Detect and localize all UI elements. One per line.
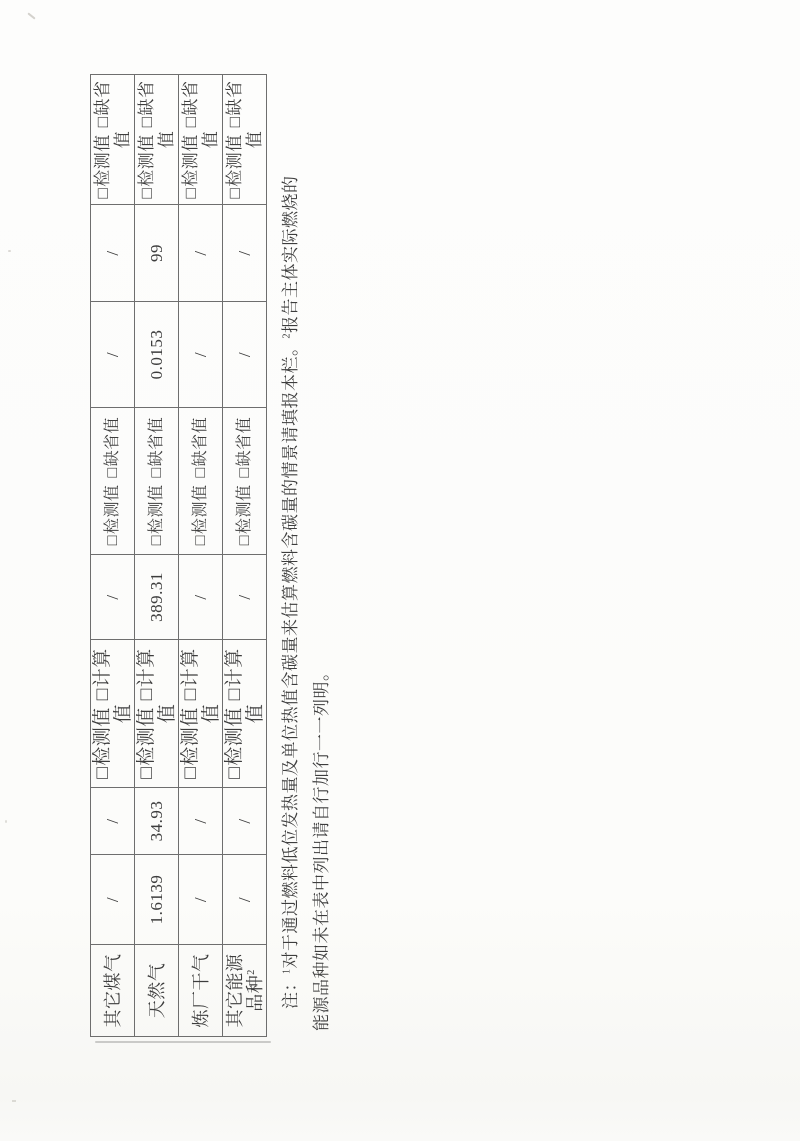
checkbox-options-cell	[135, 75, 179, 205]
table-row	[223, 75, 267, 1037]
value-cell: /	[91, 205, 135, 302]
checkbox-option-label: 缺省值	[92, 80, 132, 149]
checkbox-unchecked-icon: □	[235, 535, 253, 546]
checkbox-options-cell	[135, 640, 179, 788]
checkbox-unchecked-icon: □	[180, 116, 200, 128]
checkbox-unchecked-icon: □	[223, 766, 245, 779]
checkbox-options-cell	[179, 75, 223, 205]
row-label: 其它煤气	[102, 953, 123, 1028]
fuel-parameters-table	[90, 74, 267, 1037]
footnote-line-2: 能源品种如未在表中列出请自行加行一一列明。	[312, 663, 331, 1031]
checkbox-options-cell	[91, 640, 135, 788]
checkbox-unchecked-icon: □	[191, 467, 209, 478]
checkbox-unchecked-icon: □	[179, 688, 201, 701]
checkbox-unchecked-icon: □	[224, 116, 244, 128]
checkbox-option-label: 计算值	[91, 648, 134, 724]
row-label: 炼厂干气	[190, 953, 211, 1028]
checkbox-option-label: 检测值	[92, 134, 112, 187]
checkbox-unchecked-icon: □	[92, 116, 112, 128]
checkbox-option-label: 检测值	[135, 707, 157, 766]
footnote-superscript-2: 2	[281, 333, 293, 339]
footnote-superscript-1: 1	[281, 968, 293, 974]
checkbox-options-cell	[135, 408, 179, 555]
checkbox-unchecked-icon: □	[103, 535, 121, 546]
row-label-cell	[91, 945, 135, 1037]
footnote	[275, 67, 337, 1037]
footnote-line-1	[275, 67, 306, 1037]
row-label: 天然气	[146, 962, 167, 1019]
checkbox-option-label: 计算值	[135, 648, 178, 724]
value-cell: /	[223, 855, 267, 945]
checkbox-option-label: 检测值	[223, 707, 245, 766]
checkbox-options-cell	[223, 408, 267, 555]
value-cell: /	[91, 855, 135, 945]
value-cell: /	[91, 555, 135, 640]
checkbox-option-label: 检测值	[103, 484, 121, 535]
row-label-cell	[223, 945, 267, 1037]
checkbox-options-cell	[223, 75, 267, 205]
value-cell: /	[223, 302, 267, 408]
checkbox-unchecked-icon: □	[191, 535, 209, 546]
table-row	[179, 75, 223, 1037]
checkbox-unchecked-icon: □	[135, 766, 157, 779]
checkbox-unchecked-icon: □	[147, 467, 165, 478]
checkbox-option-label: 缺省值	[103, 416, 121, 467]
value-cell: /	[223, 788, 267, 855]
checkbox-option-label: 检测值	[180, 134, 200, 187]
value-cell: /	[179, 205, 223, 302]
footnote-prefix: 注：	[281, 974, 300, 1009]
table-row	[91, 75, 135, 1037]
checkbox-option-label: 检测值	[136, 134, 156, 187]
checkbox-unchecked-icon: □	[91, 766, 113, 779]
checkbox-unchecked-icon: □	[223, 688, 245, 701]
checkbox-unchecked-icon: □	[179, 766, 201, 779]
checkbox-option-label: 缺省值	[147, 416, 165, 467]
value-cell: /	[223, 205, 267, 302]
checkbox-unchecked-icon: □	[235, 467, 253, 478]
checkbox-option-label: 缺省值	[235, 416, 253, 467]
value-cell: /	[91, 302, 135, 408]
checkbox-option-label: 检测值	[224, 134, 244, 187]
checkbox-option-label: 缺省值	[180, 80, 220, 149]
scan-speck	[27, 12, 35, 19]
checkbox-unchecked-icon: □	[136, 187, 156, 199]
value-cell: 1.6139	[135, 855, 179, 945]
table-row	[135, 75, 179, 1037]
checkbox-unchecked-icon: □	[224, 187, 244, 199]
value-cell: 0.0153	[135, 302, 179, 408]
value-cell: /	[179, 555, 223, 640]
checkbox-unchecked-icon: □	[135, 688, 157, 701]
value-cell: /	[91, 788, 135, 855]
value-cell: 389.31	[135, 555, 179, 640]
value-cell: 34.93	[135, 788, 179, 855]
row-label-cell	[135, 945, 179, 1037]
checkbox-option-label: 计算值	[223, 648, 266, 724]
checkbox-unchecked-icon: □	[180, 187, 200, 199]
rotated-content	[88, 67, 338, 1037]
checkbox-options-cell	[91, 75, 135, 205]
scan-speck	[8, 250, 11, 252]
row-label-superscript: 2	[245, 969, 257, 975]
checkbox-option-label: 缺省值	[136, 80, 176, 149]
checkbox-option-label: 检测值	[235, 484, 253, 535]
checkbox-unchecked-icon: □	[91, 688, 113, 701]
checkbox-option-label: 计算值	[179, 648, 222, 724]
checkbox-unchecked-icon: □	[136, 116, 156, 128]
value-cell: 99	[135, 205, 179, 302]
footnote-text: 报告主体实际燃烧的	[281, 175, 300, 333]
value-cell: /	[179, 788, 223, 855]
scan-shadow-line	[95, 1041, 271, 1043]
checkbox-unchecked-icon: □	[147, 535, 165, 546]
checkbox-options-cell	[179, 640, 223, 788]
scan-speck	[5, 820, 7, 823]
row-label: 其它能源品种	[224, 953, 265, 1028]
checkbox-options-cell	[91, 408, 135, 555]
checkbox-option-label: 缺省值	[224, 80, 264, 149]
checkbox-options-cell	[223, 640, 267, 788]
footnote-text: 对于通过燃料低位发热量及单位热值含碳量来估算燃料含碳量的情景请填报本栏。	[281, 338, 300, 969]
checkbox-option-label: 检测值	[179, 707, 201, 766]
checkbox-option-label: 缺省值	[191, 416, 209, 467]
checkbox-unchecked-icon: □	[92, 187, 112, 199]
scan-speck	[12, 1100, 16, 1102]
value-cell: /	[179, 855, 223, 945]
checkbox-option-label: 检测值	[147, 484, 165, 535]
row-label-cell	[179, 945, 223, 1037]
value-cell: /	[223, 555, 267, 640]
value-cell: /	[179, 302, 223, 408]
checkbox-option-label: 检测值	[91, 707, 113, 766]
checkbox-options-cell	[179, 408, 223, 555]
checkbox-option-label: 检测值	[191, 484, 209, 535]
checkbox-unchecked-icon: □	[103, 467, 121, 478]
